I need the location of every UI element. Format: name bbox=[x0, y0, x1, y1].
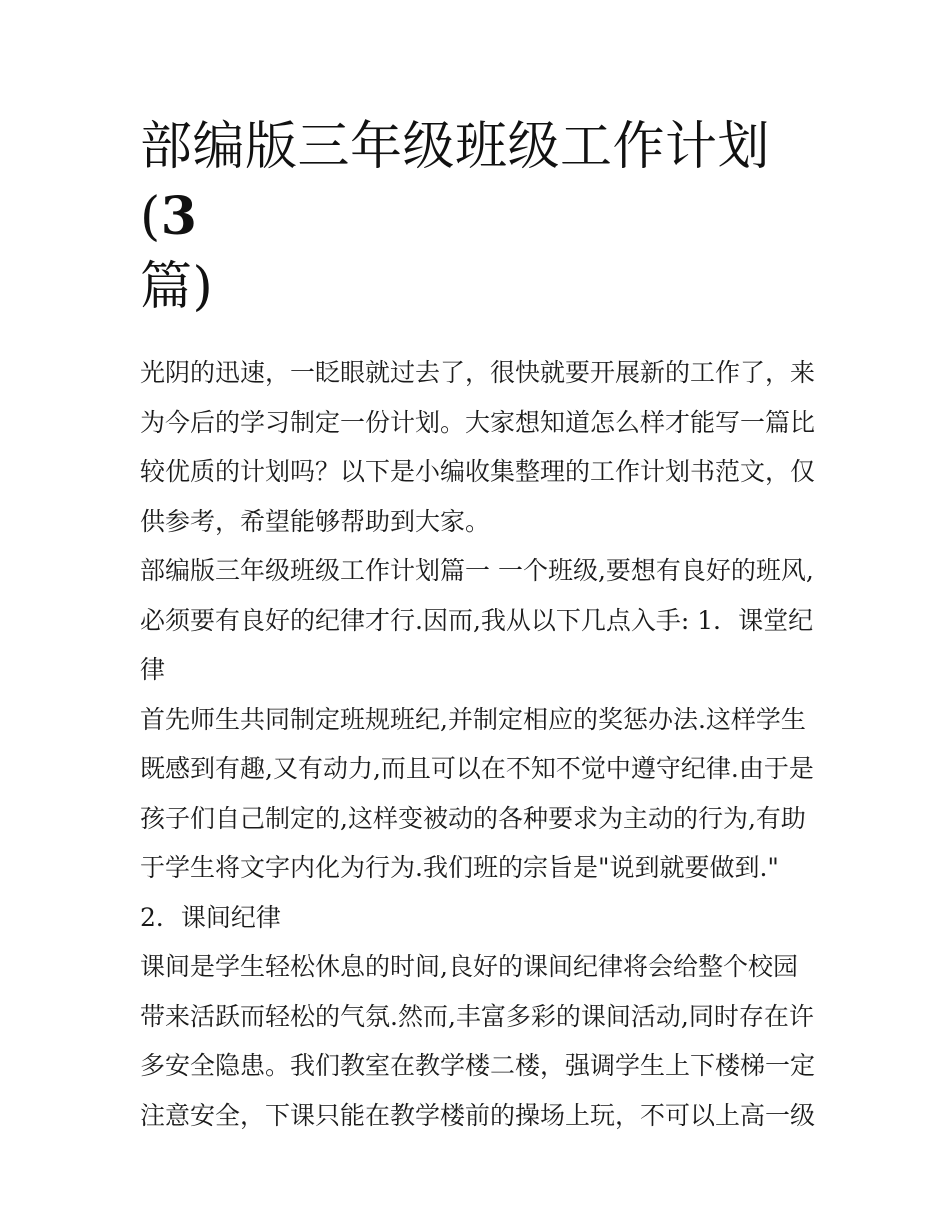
break-discipline-heading: 2．课间纪律 bbox=[140, 902, 281, 932]
title-number: 3 bbox=[160, 186, 198, 247]
section-one-paragraph: 部编版三年级班级工作计划篇一 一个班级,要想有良好的班风,必须要有良好的纪律才行.因而,我从以下几点入手: 1．课堂纪律 bbox=[140, 556, 814, 684]
intro-paragraph: 光阴的迅速，一眨眼就过去了，很快就要开展新的工作了，来为今后的学习制定一份计划。大家想知道怎么样才能写一篇比较优质的计划吗？以下是小编收集整理的工作计划书范文，仅供参考，希望能够帮助到大家。 bbox=[140, 358, 816, 536]
title-end-text: 篇) bbox=[140, 257, 214, 317]
document-title bbox=[140, 112, 820, 322]
classroom-discipline-paragraph: 首先师生共同制定班规班纪,并制定相应的奖惩办法.这样学生既感到有趣,又有动力,而且可以在不知不觉中遵守纪律.由于是孩子们自己制定的,这样变被动的各种要求为主动的行为,有助于学生将文字内化为行为.我们班的宗旨是"说到就要做到." bbox=[140, 704, 814, 882]
break-discipline-paragraph: 课间是学生轻松休息的时间,良好的课间纪律将会给整个校园带来活跃而轻松的气氛.然而,丰富多彩的课间活动,同时存在许多安全隐患。我们教室在教学楼二楼，强调学生上下楼梯一定注意安全，下课只能在教学楼前的操场上玩，不可以上高一级 bbox=[140, 952, 816, 1130]
title-main-text: 部编版三年级班级工作计划( bbox=[140, 117, 771, 247]
document-page bbox=[140, 112, 820, 1140]
document-body bbox=[140, 348, 820, 1140]
